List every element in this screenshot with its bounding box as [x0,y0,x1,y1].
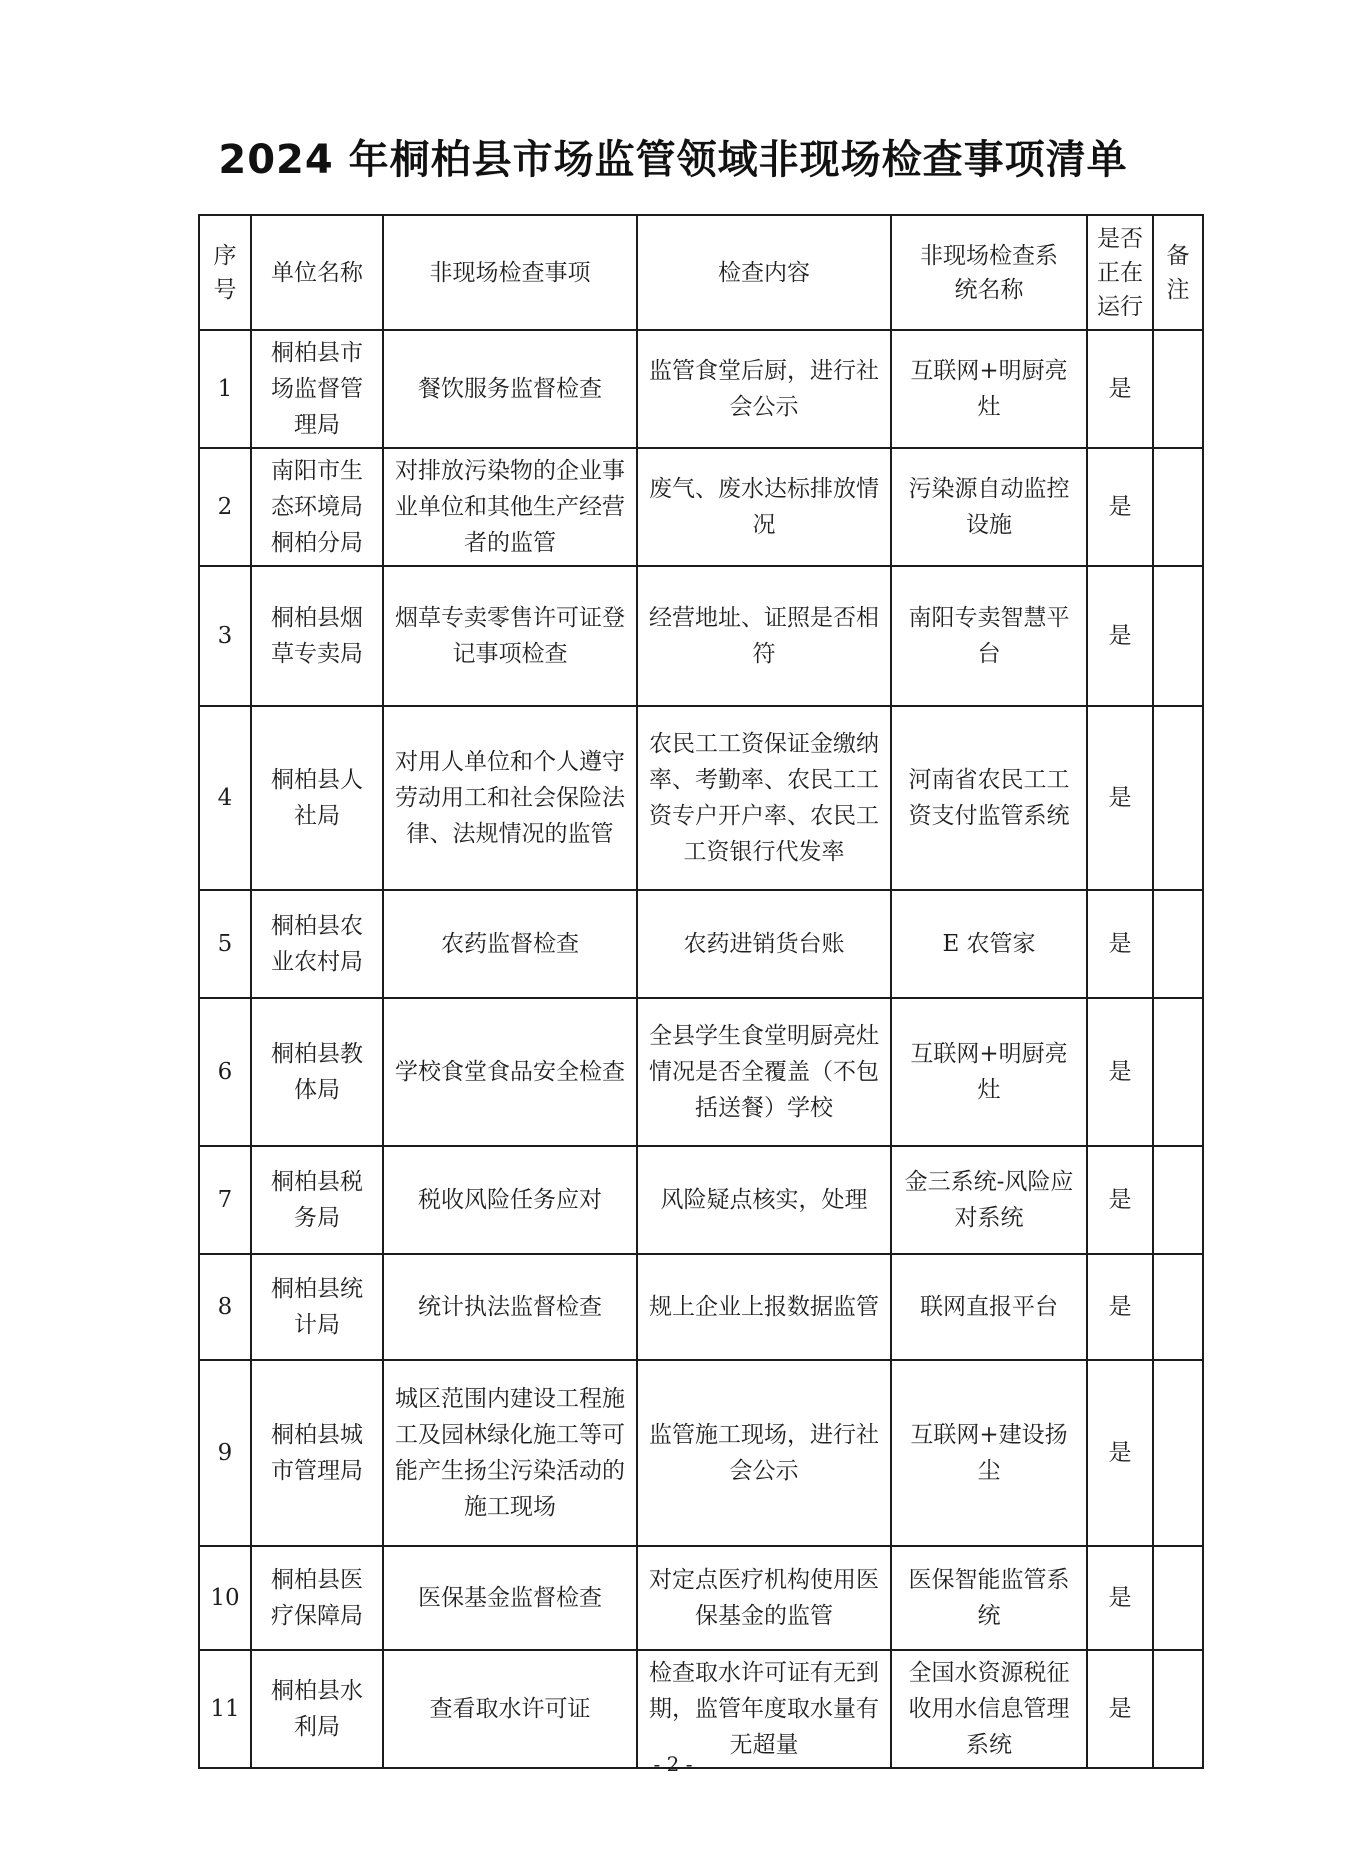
table-row [199,1360,1203,1546]
cell-item: 医保基金监督检查 [383,1546,637,1650]
cell-seq: 4 [199,706,251,890]
cell-seq: 8 [199,1254,251,1360]
cell-unit: 桐柏县烟草专卖局 [251,566,383,706]
header-item: 非现场检查事项 [383,215,637,330]
header-content: 检查内容 [637,215,891,330]
cell-item: 对排放污染物的企业事业单位和其他生产经营者的监管 [383,448,637,566]
cell-item: 农药监督检查 [383,890,637,998]
cell-unit: 桐柏县税务局 [251,1146,383,1254]
cell-unit: 桐柏县城市管理局 [251,1360,383,1546]
cell-running: 是 [1087,566,1153,706]
table-header-row [199,215,1203,330]
cell-content: 规上企业上报数据监管 [637,1254,891,1360]
cell-system: 互联网+建设扬尘 [891,1360,1087,1546]
cell-seq: 3 [199,566,251,706]
cell-note [1153,1360,1203,1546]
cell-running: 是 [1087,1360,1153,1546]
cell-running: 是 [1087,998,1153,1146]
cell-unit: 桐柏县统计局 [251,1254,383,1360]
cell-system: 互联网+明厨亮灶 [891,330,1087,448]
cell-content: 农民工工资保证金缴纳率、考勤率、农民工工资专户开户率、农民工工资银行代发率 [637,706,891,890]
header-running: 是否正在运行 [1087,215,1153,330]
cell-seq: 6 [199,998,251,1146]
cell-running: 是 [1087,1650,1153,1768]
cell-note [1153,998,1203,1146]
page-title: 2024 年桐柏县市场监管领域非现场检查事项清单 [218,137,1128,183]
cell-unit: 桐柏县农业农村局 [251,890,383,998]
table-row [199,1546,1203,1650]
table-row [199,998,1203,1146]
cell-content: 监管施工现场，进行社会公示 [637,1360,891,1546]
page-number: - 2 - [653,1752,693,1776]
cell-note [1153,890,1203,998]
cell-item: 对用人单位和个人遵守劳动用工和社会保险法律、法规情况的监管 [383,706,637,890]
cell-system: E 农管家 [891,890,1087,998]
table-row [199,706,1203,890]
table-row [199,448,1203,566]
cell-item: 税收风险任务应对 [383,1146,637,1254]
cell-unit: 桐柏县医疗保障局 [251,1546,383,1650]
cell-seq: 5 [199,890,251,998]
cell-item: 烟草专卖零售许可证登记事项检查 [383,566,637,706]
cell-content: 风险疑点核实，处理 [637,1146,891,1254]
header-system: 非现场检查系统名称 [891,215,1087,330]
cell-note [1153,1254,1203,1360]
table-row [199,330,1203,448]
cell-system: 联网直报平台 [891,1254,1087,1360]
cell-system: 金三系统-风险应对系统 [891,1146,1087,1254]
cell-system: 医保智能监管系统 [891,1546,1087,1650]
cell-item: 学校食堂食品安全检查 [383,998,637,1146]
cell-seq: 10 [199,1546,251,1650]
cell-system: 南阳专卖智慧平台 [891,566,1087,706]
cell-unit: 桐柏县水利局 [251,1650,383,1768]
cell-system: 全国水资源税征收用水信息管理系统 [891,1650,1087,1768]
cell-content: 农药进销货台账 [637,890,891,998]
cell-unit: 桐柏县市场监督管理局 [251,330,383,448]
cell-note [1153,448,1203,566]
cell-unit: 桐柏县教体局 [251,998,383,1146]
cell-content: 检查取水许可证有无到期，监管年度取水量有无超量 [637,1650,891,1768]
cell-running: 是 [1087,1254,1153,1360]
cell-item: 餐饮服务监督检查 [383,330,637,448]
cell-seq: 9 [199,1360,251,1546]
table-row [199,566,1203,706]
cell-note [1153,1546,1203,1650]
cell-content: 对定点医疗机构使用医保基金的监管 [637,1546,891,1650]
table-row [199,1254,1203,1360]
cell-running: 是 [1087,448,1153,566]
cell-content: 监管食堂后厨，进行社会公示 [637,330,891,448]
cell-note [1153,1146,1203,1254]
cell-running: 是 [1087,1146,1153,1254]
cell-running: 是 [1087,706,1153,890]
cell-content: 全县学生食堂明厨亮灶情况是否全覆盖（不包括送餐）学校 [637,998,891,1146]
cell-note [1153,566,1203,706]
cell-seq: 7 [199,1146,251,1254]
cell-content: 经营地址、证照是否相符 [637,566,891,706]
header-seq: 序号 [199,215,251,330]
cell-content: 废气、废水达标排放情况 [637,448,891,566]
cell-unit: 南阳市生态环境局桐柏分局 [251,448,383,566]
cell-seq: 1 [199,330,251,448]
cell-system: 河南省农民工工资支付监管系统 [891,706,1087,890]
cell-running: 是 [1087,1546,1153,1650]
cell-seq: 11 [199,1650,251,1768]
cell-note [1153,1650,1203,1768]
cell-system: 污染源自动监控设施 [891,448,1087,566]
cell-item: 城区范围内建设工程施工及园林绿化施工等可能产生扬尘污染活动的施工现场 [383,1360,637,1546]
cell-item: 统计执法监督检查 [383,1254,637,1360]
header-unit: 单位名称 [251,215,383,330]
cell-note [1153,330,1203,448]
cell-running: 是 [1087,890,1153,998]
header-note: 备注 [1153,215,1203,330]
cell-note [1153,706,1203,890]
cell-seq: 2 [199,448,251,566]
cell-unit: 桐柏县人社局 [251,706,383,890]
table-row [199,890,1203,998]
inspection-table [198,214,1204,1769]
cell-item: 查看取水许可证 [383,1650,637,1768]
cell-system: 互联网+明厨亮灶 [891,998,1087,1146]
table-row [199,1146,1203,1254]
table-row [199,1650,1203,1768]
cell-running: 是 [1087,330,1153,448]
